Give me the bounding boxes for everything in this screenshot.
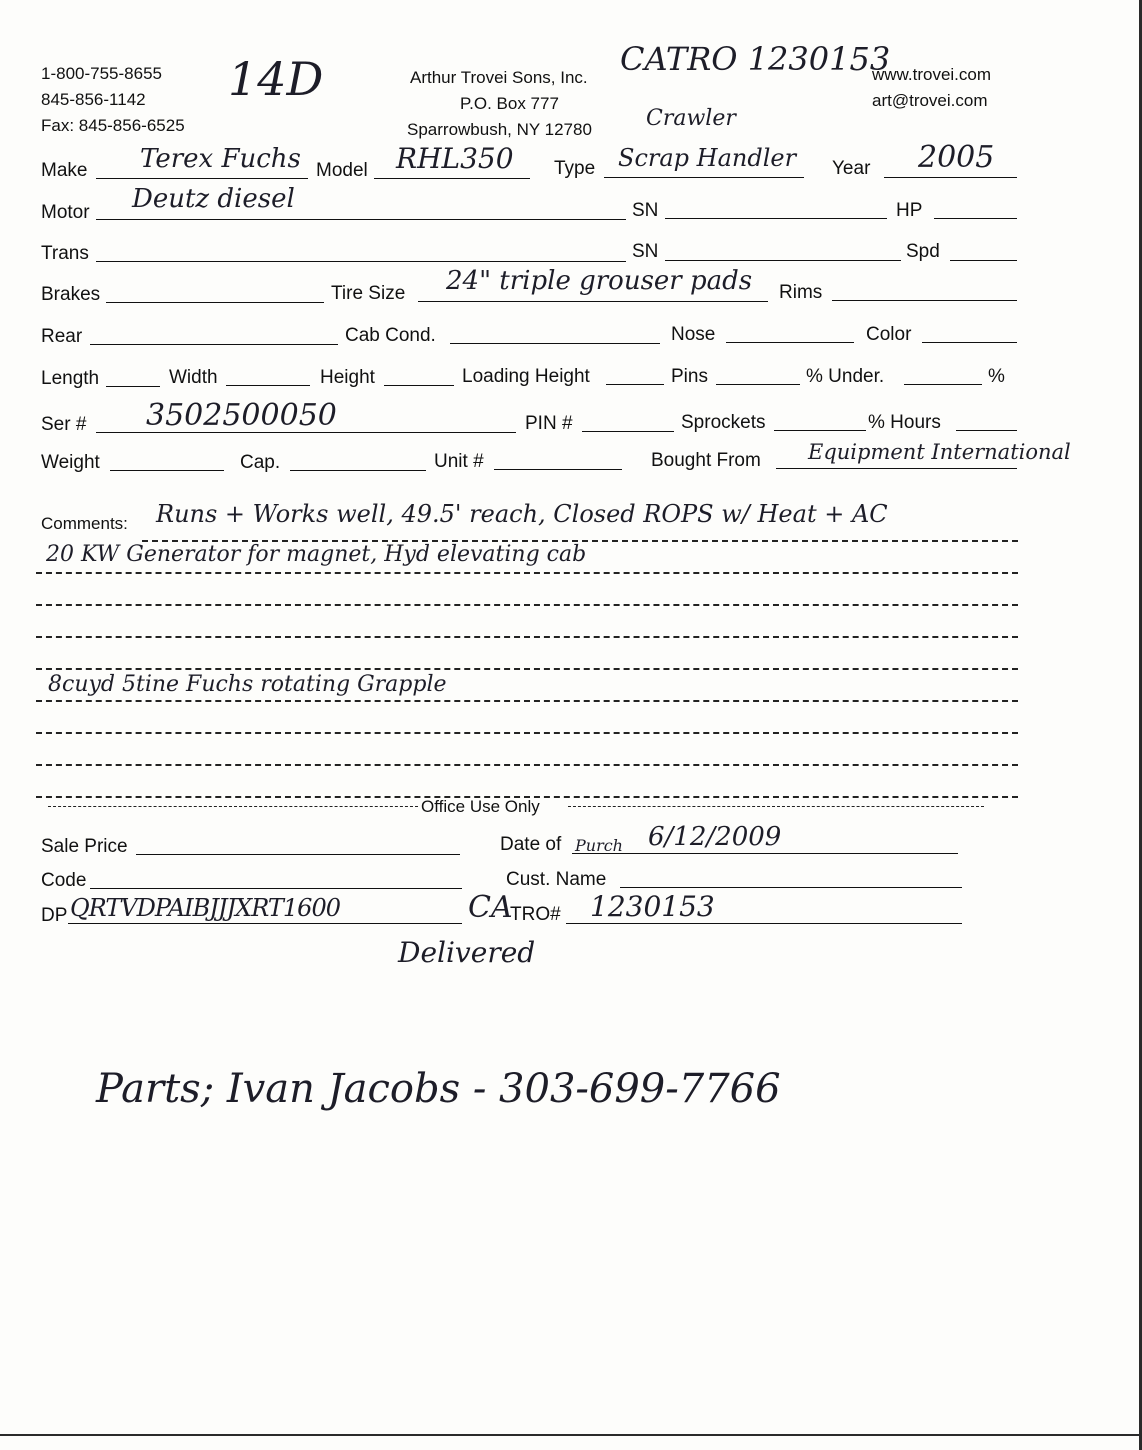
pins-line — [716, 384, 800, 385]
tro-value: 1230153 — [590, 890, 715, 923]
comment-line-2 — [36, 572, 1018, 574]
comment-line-7 — [36, 732, 1018, 734]
rear-line — [90, 344, 338, 345]
company-website: www.trovei.com — [872, 65, 992, 84]
bought-from-value: Equipment International — [808, 440, 1071, 464]
label-tro: TRO# — [510, 904, 561, 925]
label-cab-cond: Cab Cond. — [345, 325, 436, 346]
spd-line — [950, 260, 1017, 261]
label-make: Make — [41, 160, 88, 181]
label-sale-price: Sale Price — [41, 836, 128, 857]
label-pct-hours: % Hours — [868, 412, 941, 433]
trans-sn-line — [665, 260, 901, 261]
type-value: Scrap Handler — [618, 144, 797, 172]
make-value: Terex Fuchs — [140, 144, 301, 174]
label-cap: Cap. — [240, 452, 281, 473]
sprockets-line — [774, 430, 866, 431]
cab-cond-line — [450, 343, 660, 344]
brakes-line — [106, 302, 324, 303]
company-address: Sparrowbush, NY 12780 — [407, 120, 592, 139]
cust-name-line — [620, 887, 962, 888]
model-line — [374, 178, 530, 179]
label-spd: Spd — [906, 241, 940, 262]
year-value: 2005 — [918, 140, 995, 175]
comment-line-4 — [36, 636, 1018, 638]
bought-from-line — [776, 468, 1017, 469]
model-value: RHL350 — [396, 142, 514, 175]
company-fax: Fax: 845-856-6525 — [41, 116, 185, 135]
company-email: art@trovei.com — [872, 91, 988, 110]
motor-value: Deutz diesel — [132, 184, 295, 214]
handwritten-crawler: Crawler — [646, 106, 736, 131]
label-pins: Pins — [671, 366, 708, 387]
motor-sn-line — [665, 218, 887, 219]
pct-under-line — [904, 384, 982, 385]
pct-hours-line — [956, 430, 1017, 431]
company-phone-2: 845-856-1142 — [41, 90, 146, 109]
label-bought-from: Bought From — [651, 450, 761, 471]
label-code: Code — [41, 870, 87, 891]
sale-price-line — [136, 854, 460, 855]
label-dp: DP — [41, 905, 68, 926]
company-name: Arthur Trovei Sons, Inc. — [410, 68, 588, 87]
label-trans: Trans — [41, 243, 89, 264]
comment-text-2: 20 KW Generator for magnet, Hyd elevating cab — [46, 542, 587, 567]
label-comments: Comments: — [41, 514, 128, 533]
label-rims: Rims — [779, 282, 823, 303]
comment-line-5 — [36, 668, 1018, 670]
rims-line — [832, 300, 1017, 301]
label-pin: PIN # — [525, 413, 573, 434]
width-line — [226, 385, 310, 386]
label-loading-height: Loading Height — [462, 366, 590, 387]
parts-note: Parts; Ivan Jacobs - 303-699-7766 — [96, 1066, 781, 1112]
tire-size-value: 24" triple grouser pads — [446, 266, 753, 296]
date-value: 6/12/2009 — [648, 822, 782, 852]
label-cust-name: Cust. Name — [506, 869, 607, 890]
label-nose: Nose — [671, 324, 716, 345]
label-unit: Unit # — [434, 451, 484, 472]
label-type: Type — [554, 158, 596, 179]
length-line — [106, 386, 160, 387]
label-rear: Rear — [41, 326, 83, 347]
label-pct: % — [988, 366, 1005, 387]
label-ser: Ser # — [41, 414, 87, 435]
handwritten-catro: CATRO 1230153 — [620, 40, 891, 78]
scan-edge-bottom — [0, 1434, 1142, 1436]
label-length: Length — [41, 368, 100, 389]
label-height: Height — [320, 367, 375, 388]
label-date-of: Date of — [500, 834, 562, 855]
date-prefix: Purch — [575, 836, 623, 855]
comment-line-3 — [36, 604, 1018, 606]
label-office-use: Office Use Only — [421, 797, 540, 816]
office-divider-left — [48, 806, 418, 807]
label-hp: HP — [896, 200, 923, 221]
ser-value: 3502500050 — [146, 398, 337, 433]
label-trans-sn: SN — [632, 241, 659, 262]
code-line — [90, 888, 462, 889]
loading-height-line — [606, 384, 664, 385]
unit-line — [494, 469, 622, 470]
cap-line — [290, 470, 426, 471]
comment-text-5: 8cuyd 5tine Fuchs rotating Grapple — [48, 672, 447, 697]
trans-line — [96, 261, 626, 262]
company-po-box: P.O. Box 777 — [460, 94, 559, 113]
color-line — [922, 342, 1017, 343]
label-sprockets: Sprockets — [681, 412, 766, 433]
motor-line — [96, 219, 626, 220]
label-width: Width — [169, 367, 218, 388]
label-color: Color — [866, 324, 912, 345]
tro-line — [566, 923, 962, 924]
dp-value: QRTVDPAIBJJJXRT1600 — [70, 894, 340, 922]
tire-size-line — [418, 301, 768, 302]
office-divider-right — [568, 806, 984, 807]
comment-line-8 — [36, 764, 1018, 766]
height-line — [384, 385, 454, 386]
comment-line-6 — [36, 700, 1018, 702]
label-pct-under: % Under. — [806, 366, 885, 387]
date-line — [572, 853, 958, 854]
tro-prefix: CA — [468, 890, 513, 925]
label-tire-size: Tire Size — [331, 283, 406, 304]
nose-line — [726, 342, 854, 343]
comment-text-1: Runs + Works well, 49.5' reach, Closed ROPS w/ Heat + AC — [156, 500, 888, 528]
weight-line — [110, 470, 224, 471]
label-year: Year — [832, 158, 871, 179]
type-line — [604, 177, 804, 178]
company-phone: 1-800-755-8655 — [41, 64, 162, 83]
handwritten-code: 14D — [228, 52, 324, 106]
label-motor-sn: SN — [632, 200, 659, 221]
delivered-note: Delivered — [398, 936, 536, 969]
label-weight: Weight — [41, 452, 100, 473]
dp-line — [68, 923, 462, 924]
pin-line — [582, 431, 674, 432]
label-motor: Motor — [41, 202, 90, 223]
label-model: Model — [316, 160, 368, 181]
label-brakes: Brakes — [41, 284, 101, 305]
year-line — [884, 177, 1017, 178]
make-line — [96, 178, 308, 179]
hp-line — [934, 218, 1017, 219]
